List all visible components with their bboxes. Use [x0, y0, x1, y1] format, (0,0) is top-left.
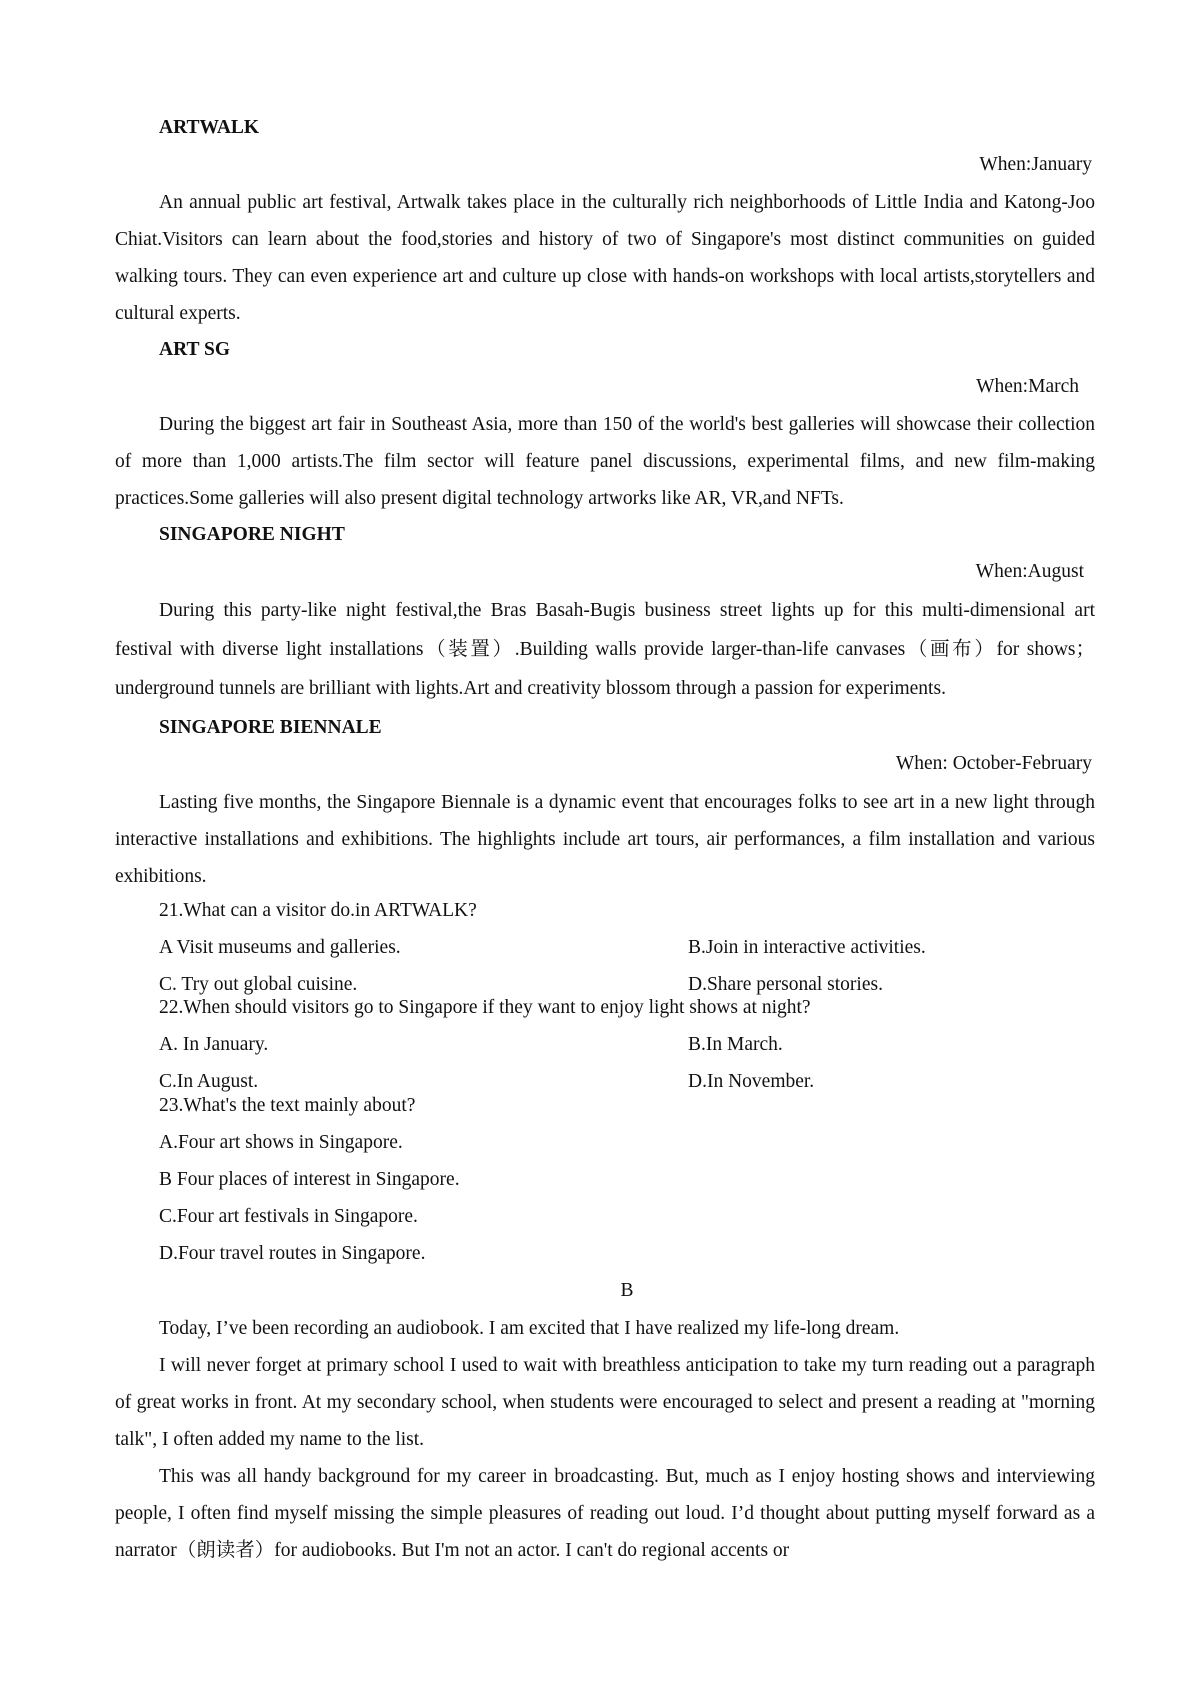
section-heading-singapore-biennale: SINGAPORE BIENNALE: [159, 717, 382, 738]
section-heading-singapore-night: SINGAPORE NIGHT: [159, 524, 345, 545]
section-body-text: An annual public art festival, Artwalk takes place in the culturally rich neighborhoods of Little India and Katong-Joo Chiat.Visitors can learn about the food,stories and history of two of Singapore's most distinct communities on guided walking tours. They can even experience art and culture up close with hands-on workshops with local artists,storytellers and cultural experts.: [115, 192, 1095, 324]
paragraph-text: Today, I’ve been recording an audiobook. I am excited that I have realized my life-long dream.: [159, 1318, 900, 1339]
section-body-singapore-biennale: [115, 784, 1095, 895]
section-when-singapore-night: When:August: [975, 561, 1084, 582]
question-stem-23: 23.What's the text mainly about?: [159, 1095, 416, 1116]
question-stem-22: 22.When should visitors go to Singapore if they want to enjoy light shows at night?: [159, 997, 811, 1018]
section-when-singapore-biennale: When: October-February: [895, 753, 1092, 774]
paragraph-text: This was all handy background for my career in broadcasting. But, much as I enjoy hosting shows and interviewing people, I often find myself missing the simple pleasures of reading out loud. I’d thought about putting myself forward as a narrator（朗读者）for audiobooks. But I'm not an actor. I can't do regional accents or: [115, 1466, 1095, 1561]
question-23-option-b: B Four places of interest in Singapore.: [159, 1169, 460, 1190]
question-21-option-d: D.Share personal stories.: [688, 974, 883, 995]
question-21-option-c: C. Try out global cuisine.: [159, 974, 358, 995]
part-b-paragraph-3: [115, 1458, 1095, 1569]
section-body-singapore-night: [115, 591, 1095, 702]
section-when-art-sg: When:March: [976, 376, 1079, 397]
question-22-option-c: C.In August.: [159, 1071, 259, 1092]
section-heading-art-sg: ART SG: [159, 339, 231, 360]
question-stem-21: 21.What can a visitor do.in ARTWALK?: [159, 900, 477, 921]
section-body-text: Lasting five months, the Singapore Biennale is a dynamic event that encourages folks to see art in a new light through interactive installations and exhibitions. The highlights include art tours, air performances, a film installation and various exhibitions.: [115, 792, 1095, 887]
question-22-option-b: B.In March.: [688, 1034, 783, 1055]
question-22-option-a: A. In January.: [159, 1034, 269, 1055]
section-when-artwalk: When:January: [979, 154, 1092, 175]
part-b-paragraph-1: [115, 1310, 1095, 1347]
section-body-art-sg: [115, 406, 1095, 517]
section-body-artwalk: [115, 184, 1095, 332]
question-23-option-a: A.Four art shows in Singapore.: [159, 1132, 403, 1153]
question-23-option-d: D.Four travel routes in Singapore.: [159, 1243, 426, 1264]
part-b-paragraph-2: [115, 1347, 1095, 1458]
question-21-option-a: A Visit museums and galleries.: [159, 937, 401, 958]
section-body-text: During the biggest art fair in Southeast Asia, more than 150 of the world's best galleries will showcase their collection of more than 1,000 artists.The film sector will feature panel discussions, experimental films, and new film-making practices.Some galleries will also present digital technology artworks like AR, VR,and NFTs.: [115, 414, 1095, 509]
question-22-option-d: D.In November.: [688, 1071, 815, 1092]
paragraph-text: I will never forget at primary school I used to wait with breathless anticipation to take my turn reading out a paragraph of great works in front. At my secondary school, when students were encouraged to select and present a reading at "morning talk", I often added my name to the list.: [115, 1355, 1095, 1450]
question-23-option-c: C.Four art festivals in Singapore.: [159, 1206, 418, 1227]
question-21-option-b: B.Join in interactive activities.: [688, 937, 926, 958]
part-label: B: [620, 1280, 634, 1301]
section-heading-artwalk: ARTWALK: [159, 117, 260, 138]
section-body-text: During this party-like night festival,the Bras Basah-Bugis business street lights up for this multi-dimensional art festival with diverse light installations（装置）.Building walls provide larger-than-life canvases（画布）for shows；underground tunnels are brilliant with lights.Art and creativity blossom through a passion for experiments.: [115, 600, 1095, 699]
